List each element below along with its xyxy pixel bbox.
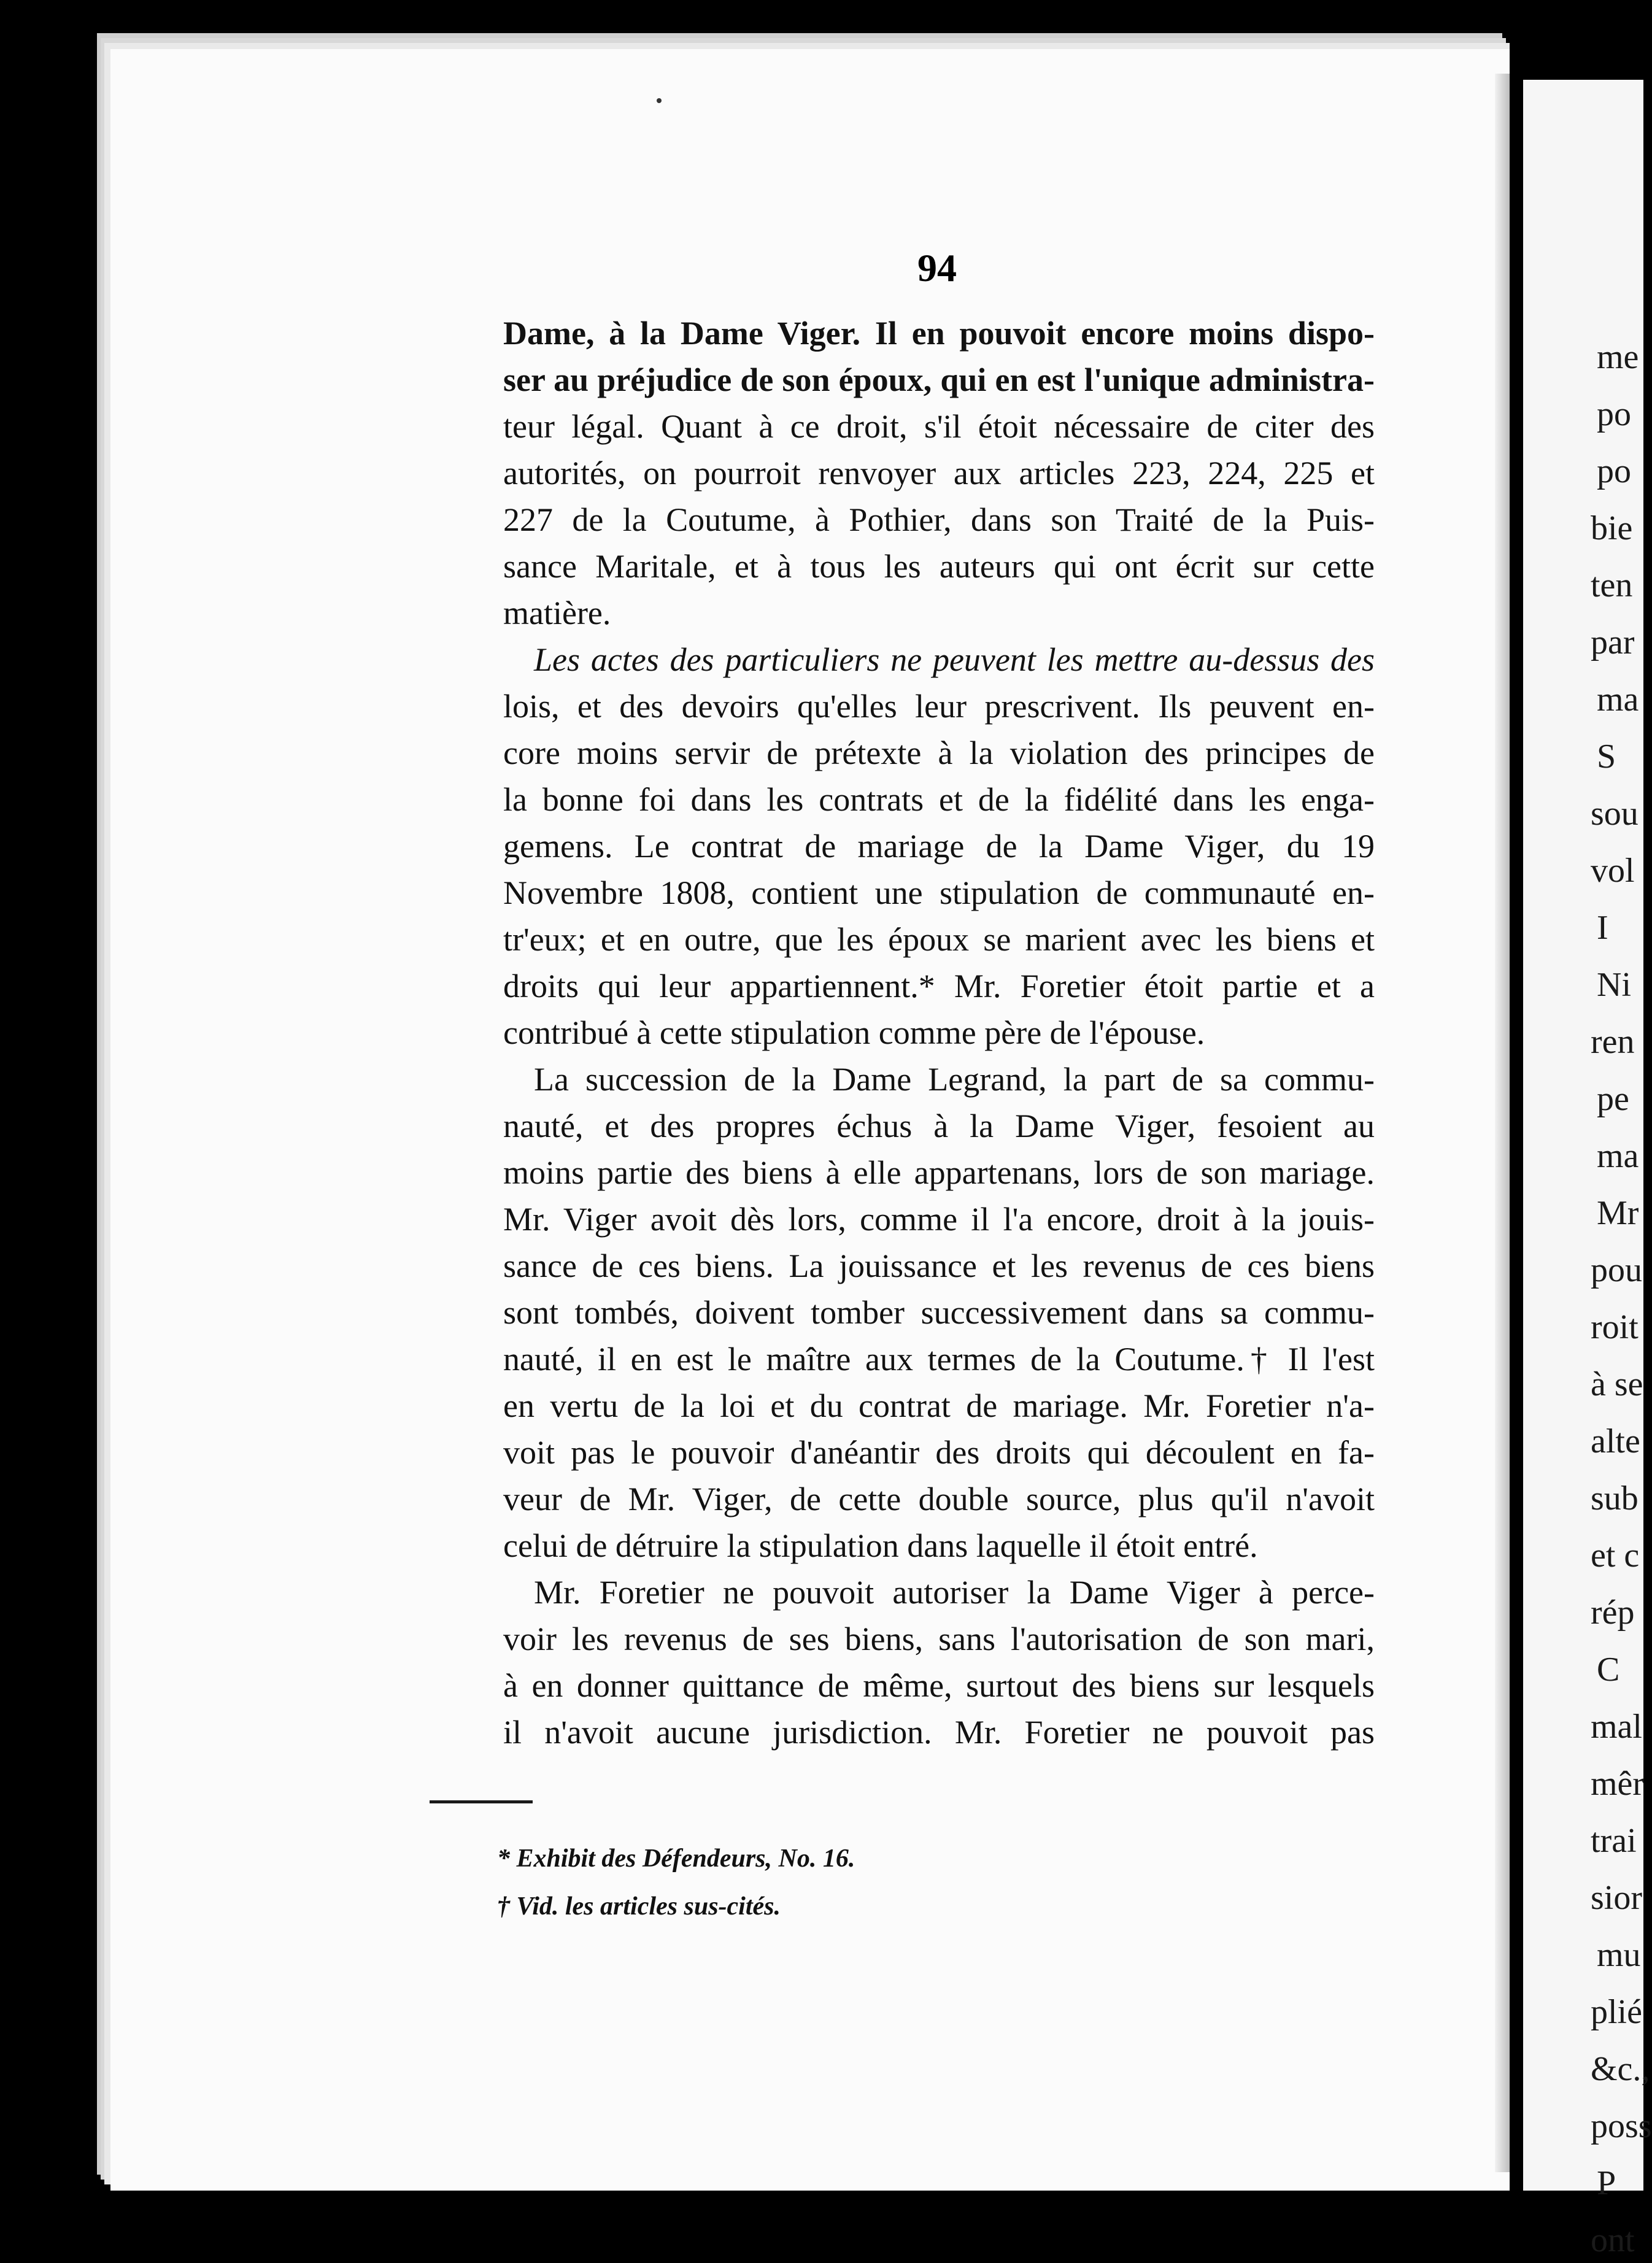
facing-page-fragment: plié — [1591, 1993, 1642, 2031]
text-line: sance Maritale, et à tous les auteurs qui ont écrit sur cette — [503, 548, 1375, 585]
facing-page-fragment: P — [1597, 2164, 1616, 2202]
facing-page — [1523, 80, 1652, 2259]
text-line: 227 de la Coutume, à Pothier, dans son Traité de la Puis- — [503, 501, 1375, 538]
text-line: Mr. Viger avoit dès lors, comme il l'a encore, droit à la jouis- — [503, 1201, 1375, 1238]
text-line: La succession de la Dame Legrand, la part de sa commu- — [534, 1061, 1375, 1098]
text-line: nauté, il en est le maître aux termes de la Coutume.† Il l'est — [503, 1341, 1375, 1378]
text-line: la bonne foi dans les contrats et de la fidélité dans les enga- — [503, 781, 1375, 818]
text-line: Mr. Foretier ne pouvoit autoriser la Dame Viger à perce- — [534, 1574, 1375, 1611]
facing-page-fragment: ont — [1591, 2221, 1635, 2259]
facing-page-fragment: S — [1597, 738, 1616, 776]
speck — [657, 98, 662, 103]
facing-page-fragment: et c — [1591, 1536, 1640, 1575]
facing-page-fragment: me — [1597, 338, 1639, 376]
facing-page-fragment: trai — [1591, 1822, 1637, 1860]
text-line: nauté, et des propres échus à la Dame Viger, fesoient au — [503, 1108, 1375, 1144]
footnote-rule — [430, 1800, 533, 1803]
text-line: voit pas le pouvoir d'anéantir des droits qui découlent en fa- — [503, 1434, 1375, 1471]
text-line: celui de détruire la stipulation dans laquelle il étoit entré. — [503, 1527, 1258, 1564]
facing-page-fragment: poss — [1591, 2107, 1652, 2145]
text-line: sont tombés, doivent tomber successivement dans sa commu- — [503, 1294, 1375, 1331]
text-line: Les actes des particuliers ne peuvent les mettre au-dessus des — [534, 641, 1375, 678]
text-line: lois, et des devoirs qu'elles leur prescrivent. Ils peuvent en- — [503, 688, 1375, 725]
text-line: moins partie des biens à elle appartenans, lors de son mariage. — [503, 1154, 1375, 1191]
facing-page-fragment: pou — [1591, 1251, 1642, 1289]
facing-page-fragment: par — [1591, 623, 1635, 661]
facing-page-fragment: I — [1597, 909, 1608, 947]
page-number: 94 — [917, 246, 957, 290]
facing-page-fragment: Mr — [1597, 1194, 1639, 1232]
facing-page-fragment: po — [1597, 395, 1631, 433]
body-text — [503, 310, 1375, 1756]
text-line: il n'avoit aucune jurisdiction. Mr. Foretier ne pouvoit pas — [503, 1714, 1375, 1751]
facing-page-fragment: &c., — [1591, 2050, 1650, 2088]
text-line: droits qui leur appartiennent.* Mr. Foretier étoit partie et a — [503, 968, 1375, 1004]
facing-page-fragment: sub — [1591, 1479, 1638, 1517]
text-line: Novembre 1808, contient une stipulation de communauté en- — [503, 874, 1375, 911]
text-line: sance de ces biens. La jouissance et les revenus de ces biens — [503, 1247, 1375, 1284]
facing-page-fragment: mal — [1591, 1708, 1642, 1746]
facing-page-fragment: ma — [1597, 680, 1639, 719]
page-gutter — [1495, 74, 1510, 2172]
text-line: teur légal. Quant à ce droit, s'il étoit nécessaire de citer des — [503, 408, 1375, 445]
text-line: tr'eux; et en outre, que les époux se marient avec les biens et — [503, 921, 1375, 958]
text-line: Dame, à la Dame Viger. Il en pouvoit encore moins dispo- — [503, 315, 1375, 352]
facing-page-fragment: alte — [1591, 1422, 1640, 1460]
text-line: en vertu de la loi et du contrat de mariage. Mr. Foretier n'a- — [503, 1387, 1375, 1424]
facing-page-fragment: Ni — [1597, 966, 1631, 1004]
footnote: * Exhibit des Défendeurs, No. 16. — [497, 1845, 855, 1873]
facing-page-fragment: ten — [1591, 566, 1633, 604]
facing-page-fragment: à se — [1591, 1365, 1643, 1403]
facing-page-fragment: sou — [1591, 795, 1638, 833]
text-line: à en donner quittance de même, surtout des biens sur lesquels — [503, 1667, 1375, 1704]
facing-page-fragment: bie — [1591, 509, 1633, 547]
text-line: matière. — [503, 595, 611, 631]
facing-page-fragment: pe — [1597, 1080, 1629, 1118]
facing-page-fragment: mu — [1597, 1936, 1641, 1974]
text-line: veur de Mr. Viger, de cette double source, plus qu'il n'avoit — [503, 1481, 1375, 1517]
text-line: ser au préjudice de son époux, qui en est l'unique administra- — [503, 361, 1375, 398]
facing-page-fragment: sior — [1591, 1879, 1642, 1917]
facing-page-fragment: vol — [1591, 852, 1635, 890]
facing-page-fragment: po — [1597, 452, 1631, 490]
facing-page-fragment: roit — [1591, 1308, 1638, 1346]
facing-page-fragment: ren — [1591, 1023, 1635, 1061]
text-line: core moins servir de prétexte à la violation des principes de — [503, 734, 1375, 771]
text-line: contribué à cette stipulation comme père de l'épouse. — [503, 1014, 1205, 1051]
text-line: voir les revenus de ses biens, sans l'autorisation de son mari, — [503, 1621, 1375, 1657]
footnotes — [497, 1835, 855, 1930]
text-line: gemens. Le contrat de mariage de la Dame Viger, du 19 — [503, 828, 1375, 865]
facing-page-fragment: ma — [1597, 1137, 1639, 1175]
facing-page-fragment: C — [1597, 1651, 1620, 1689]
footnote: † Vid. les articles sus-cités. — [497, 1892, 781, 1921]
facing-page-fragment: rép — [1591, 1594, 1635, 1632]
facing-page-fragment: mêr — [1591, 1765, 1645, 1803]
text-line: autorités, on pourroit renvoyer aux articles 223, 224, 225 et — [503, 455, 1375, 492]
